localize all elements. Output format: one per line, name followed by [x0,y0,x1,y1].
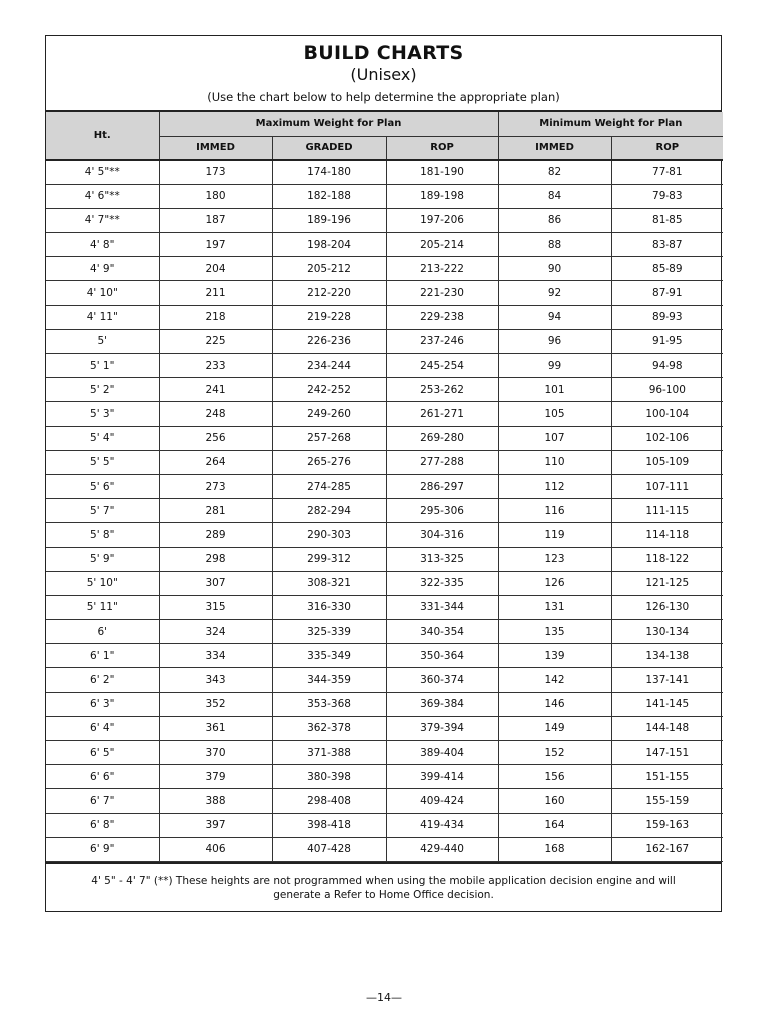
min-immed-cell: 164 [498,813,611,837]
max-graded-cell: 234-244 [272,354,386,378]
table-row [46,378,723,402]
max-immed-cell: 388 [159,789,272,813]
page-subtitle: (Unisex) [350,65,417,84]
table-row [46,837,723,861]
max-rop-cell: 181-190 [386,160,498,184]
table-row [46,305,723,329]
min-rop-cell: 77-81 [611,160,723,184]
max-rop-cell: 369-384 [386,692,498,716]
max-rop-cell: 379-394 [386,716,498,740]
table-row [46,281,723,305]
max-rop-cell: 197-206 [386,208,498,232]
max-graded-cell: 290-303 [272,523,386,547]
max-immed-cell: 218 [159,305,272,329]
max-graded-cell: 282-294 [272,499,386,523]
height-cell: 5' 9" [46,547,159,571]
table-row [46,741,723,765]
height-cell: 6' 6" [46,765,159,789]
max-graded-cell: 335-349 [272,644,386,668]
max-rop-cell: 350-364 [386,644,498,668]
max-immed-cell: 173 [159,160,272,184]
table-row [46,208,723,232]
max-graded-cell: 371-388 [272,741,386,765]
min-immed-cell: 110 [498,450,611,474]
max-graded-cell: 362-378 [272,716,386,740]
height-cell: 6' 7" [46,789,159,813]
max-rop-cell: 419-434 [386,813,498,837]
max-immed-cell: 352 [159,692,272,716]
min-rop-cell: 83-87 [611,233,723,257]
min-immed-cell: 160 [498,789,611,813]
table-row [46,474,723,498]
height-cell: 5' 8" [46,523,159,547]
chart-header [46,36,721,112]
max-graded-cell: 226-236 [272,329,386,353]
table-row [46,571,723,595]
table-row [46,765,723,789]
height-cell: 4' 9" [46,257,159,281]
column-header-min-immed: IMMED [498,136,611,160]
max-rop-cell: 360-374 [386,668,498,692]
min-rop-cell: 144-148 [611,716,723,740]
max-graded-cell: 299-312 [272,547,386,571]
max-graded-cell: 316-330 [272,595,386,619]
page-number: —14— [366,991,402,1004]
min-immed-cell: 112 [498,474,611,498]
min-rop-cell: 121-125 [611,571,723,595]
min-rop-cell: 162-167 [611,837,723,861]
height-cell: 6' 8" [46,813,159,837]
min-immed-cell: 107 [498,426,611,450]
build-chart-table [46,112,723,862]
max-rop-cell: 399-414 [386,765,498,789]
min-immed-cell: 168 [498,837,611,861]
max-rop-cell: 295-306 [386,499,498,523]
max-graded-cell: 398-418 [272,813,386,837]
min-immed-cell: 94 [498,305,611,329]
min-rop-cell: 155-159 [611,789,723,813]
max-immed-cell: 289 [159,523,272,547]
height-column-header: Ht. [46,112,159,160]
min-rop-cell: 87-91 [611,281,723,305]
column-header-max-graded: GRADED [272,136,386,160]
max-graded-cell: 274-285 [272,474,386,498]
min-immed-cell: 126 [498,571,611,595]
column-header-max-rop: ROP [386,136,498,160]
height-cell: 6' [46,620,159,644]
max-immed-cell: 397 [159,813,272,837]
max-graded-cell: 325-339 [272,620,386,644]
max-immed-cell: 273 [159,474,272,498]
min-immed-cell: 152 [498,741,611,765]
min-immed-cell: 82 [498,160,611,184]
max-immed-cell: 197 [159,233,272,257]
max-immed-cell: 233 [159,354,272,378]
height-cell: 5' [46,329,159,353]
min-rop-cell: 159-163 [611,813,723,837]
max-immed-cell: 281 [159,499,272,523]
min-rop-cell: 94-98 [611,354,723,378]
max-rop-cell: 269-280 [386,426,498,450]
min-rop-cell: 130-134 [611,620,723,644]
min-immed-cell: 101 [498,378,611,402]
table-row [46,450,723,474]
max-graded-cell: 308-321 [272,571,386,595]
min-rop-cell: 114-118 [611,523,723,547]
table-row [46,523,723,547]
max-immed-cell: 256 [159,426,272,450]
height-cell: 6' 2" [46,668,159,692]
max-weight-group-header: Maximum Weight for Plan [159,112,498,136]
max-graded-cell: 265-276 [272,450,386,474]
max-rop-cell: 304-316 [386,523,498,547]
height-cell: 4' 8" [46,233,159,257]
max-immed-cell: 361 [159,716,272,740]
min-rop-cell: 151-155 [611,765,723,789]
max-immed-cell: 187 [159,208,272,232]
min-immed-cell: 105 [498,402,611,426]
table-body [46,160,723,861]
table-row [46,644,723,668]
height-cell: 4' 11" [46,305,159,329]
max-immed-cell: 307 [159,571,272,595]
min-rop-cell: 91-95 [611,329,723,353]
height-cell: 4' 5"** [46,160,159,184]
min-rop-cell: 126-130 [611,595,723,619]
min-immed-cell: 90 [498,257,611,281]
max-immed-cell: 248 [159,402,272,426]
max-rop-cell: 331-344 [386,595,498,619]
table-row [46,813,723,837]
min-rop-cell: 96-100 [611,378,723,402]
min-rop-cell: 107-111 [611,474,723,498]
table-row [46,595,723,619]
min-rop-cell: 134-138 [611,644,723,668]
max-immed-cell: 298 [159,547,272,571]
min-rop-cell: 118-122 [611,547,723,571]
height-cell: 5' 5" [46,450,159,474]
min-immed-cell: 119 [498,523,611,547]
min-rop-cell: 100-104 [611,402,723,426]
height-cell: 6' 1" [46,644,159,668]
max-rop-cell: 221-230 [386,281,498,305]
height-cell: 4' 7"** [46,208,159,232]
min-immed-cell: 131 [498,595,611,619]
max-graded-cell: 249-260 [272,402,386,426]
max-graded-cell: 189-196 [272,208,386,232]
max-graded-cell: 407-428 [272,837,386,861]
min-immed-cell: 92 [498,281,611,305]
max-graded-cell: 219-228 [272,305,386,329]
min-rop-cell: 141-145 [611,692,723,716]
max-graded-cell: 344-359 [272,668,386,692]
max-immed-cell: 324 [159,620,272,644]
page-title: BUILD CHARTS [303,42,464,64]
min-immed-cell: 88 [498,233,611,257]
table-row [46,692,723,716]
height-cell: 5' 2" [46,378,159,402]
height-cell: 6' 5" [46,741,159,765]
max-rop-cell: 389-404 [386,741,498,765]
height-cell: 5' 10" [46,571,159,595]
max-graded-cell: 212-220 [272,281,386,305]
max-rop-cell: 409-424 [386,789,498,813]
height-cell: 5' 4" [46,426,159,450]
max-immed-cell: 370 [159,741,272,765]
min-rop-cell: 147-151 [611,741,723,765]
max-immed-cell: 211 [159,281,272,305]
max-graded-cell: 353-368 [272,692,386,716]
table-row [46,499,723,523]
min-weight-group-header: Minimum Weight for Plan [498,112,723,136]
build-chart-frame [45,35,722,912]
min-rop-cell: 105-109 [611,450,723,474]
max-graded-cell: 242-252 [272,378,386,402]
min-immed-cell: 156 [498,765,611,789]
table-row [46,233,723,257]
max-rop-cell: 205-214 [386,233,498,257]
table-row [46,620,723,644]
max-rop-cell: 245-254 [386,354,498,378]
table-row [46,547,723,571]
max-rop-cell: 189-198 [386,184,498,208]
column-header-max-immed: IMMED [159,136,272,160]
max-rop-cell: 237-246 [386,329,498,353]
column-header-min-rop: ROP [611,136,723,160]
height-cell: 5' 11" [46,595,159,619]
max-rop-cell: 429-440 [386,837,498,861]
max-graded-cell: 198-204 [272,233,386,257]
min-rop-cell: 89-93 [611,305,723,329]
max-immed-cell: 406 [159,837,272,861]
height-cell: 6' 3" [46,692,159,716]
table-row [46,789,723,813]
max-rop-cell: 340-354 [386,620,498,644]
height-cell: 5' 3" [46,402,159,426]
max-rop-cell: 213-222 [386,257,498,281]
min-immed-cell: 135 [498,620,611,644]
table-row [46,354,723,378]
max-immed-cell: 225 [159,329,272,353]
min-immed-cell: 86 [498,208,611,232]
min-rop-cell: 79-83 [611,184,723,208]
max-graded-cell: 298-408 [272,789,386,813]
min-immed-cell: 146 [498,692,611,716]
min-immed-cell: 149 [498,716,611,740]
height-cell: 4' 6"** [46,184,159,208]
min-immed-cell: 116 [498,499,611,523]
max-graded-cell: 205-212 [272,257,386,281]
table-row [46,160,723,184]
min-rop-cell: 85-89 [611,257,723,281]
max-rop-cell: 229-238 [386,305,498,329]
max-immed-cell: 334 [159,644,272,668]
height-cell: 4' 10" [46,281,159,305]
max-rop-cell: 313-325 [386,547,498,571]
instruction-text: (Use the chart below to help determine the appropriate plan) [207,90,560,104]
table-row [46,668,723,692]
max-graded-cell: 257-268 [272,426,386,450]
table-row [46,402,723,426]
max-graded-cell: 174-180 [272,160,386,184]
max-graded-cell: 380-398 [272,765,386,789]
table-row [46,257,723,281]
max-rop-cell: 253-262 [386,378,498,402]
height-cell: 6' 9" [46,837,159,861]
max-rop-cell: 286-297 [386,474,498,498]
min-rop-cell: 137-141 [611,668,723,692]
table-row [46,716,723,740]
min-immed-cell: 123 [498,547,611,571]
table-row [46,184,723,208]
height-cell: 6' 4" [46,716,159,740]
min-immed-cell: 96 [498,329,611,353]
footnote: 4' 5" - 4' 7" (**) These heights are not programmed when using the mobile application decision engine and will generate a Refer to Home Office decision. [46,862,721,911]
height-cell: 5' 6" [46,474,159,498]
table-row [46,329,723,353]
min-rop-cell: 81-85 [611,208,723,232]
max-rop-cell: 322-335 [386,571,498,595]
height-cell: 5' 7" [46,499,159,523]
table-row [46,426,723,450]
max-rop-cell: 261-271 [386,402,498,426]
max-immed-cell: 241 [159,378,272,402]
max-graded-cell: 182-188 [272,184,386,208]
max-immed-cell: 379 [159,765,272,789]
max-immed-cell: 343 [159,668,272,692]
max-immed-cell: 180 [159,184,272,208]
max-rop-cell: 277-288 [386,450,498,474]
min-immed-cell: 99 [498,354,611,378]
min-immed-cell: 139 [498,644,611,668]
min-immed-cell: 142 [498,668,611,692]
min-rop-cell: 111-115 [611,499,723,523]
max-immed-cell: 204 [159,257,272,281]
height-cell: 5' 1" [46,354,159,378]
min-rop-cell: 102-106 [611,426,723,450]
min-immed-cell: 84 [498,184,611,208]
max-immed-cell: 315 [159,595,272,619]
max-immed-cell: 264 [159,450,272,474]
